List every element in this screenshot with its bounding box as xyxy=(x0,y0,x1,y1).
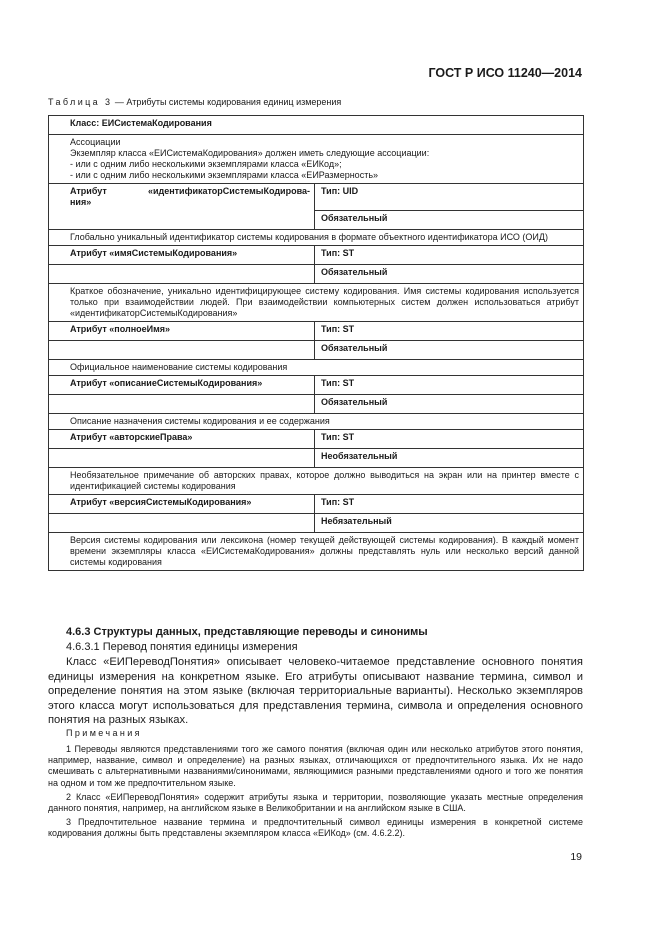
attr-description-text: Версия системы кодирования или лексикона (номер текущей действующей системы кодирования). В каждый момент времени экземпляры класса «ЕИСистемаКодирования» должны представлять нуль или несколько версий данной системы кодирования xyxy=(70,535,580,567)
attr-name: Атрибут «описаниеСистемыКодирования» xyxy=(49,376,315,395)
attr-type: Тип: ST xyxy=(315,376,584,395)
table-caption xyxy=(48,97,341,107)
note-item: 3 Предпочтительное название термина и предпочтительный символ единицы измерения в конкретной системе кодирования должны быть представлены экземпляром класса «ЕИКод» (см. 4.6.2.2). xyxy=(48,817,583,839)
attr-name: Атрибут «имяСистемыКодирования» xyxy=(49,246,315,265)
class-row: Класс: ЕИСистемаКодирования xyxy=(49,116,584,135)
attr-name-part: «идентификаторСистемыКодирова- xyxy=(147,186,310,196)
empty-cell xyxy=(49,265,315,284)
note-item: 1 Переводы являются представлениями того же самого понятия (включая один или несколько атрибутов этого понятия, например, название, символ и определение) на разных языках, отличающихся от предпочтительного языка. Их не надо смешивать с альтернативными названиями/синонимами, являющимися разными представлениями одного и того же понятия на одном и том же предпочтительном языке. xyxy=(48,744,583,788)
associations-item: - или с одним либо несколькими экземплярами класса «ЕИКод»; xyxy=(70,159,342,169)
attr-description xyxy=(49,414,584,430)
attr-description-text: Официальное наименование системы кодирования xyxy=(70,362,288,372)
section-paragraph: Класс «ЕИПереводПонятия» описывает человеко-читаемое представление основного понятия единицы измерения на конкретном языке. Его атрибуты описывают название термина, символ и определение понятия на этом языке (включая территориальные варианты). Несколько экземпляров этого класса могут использоваться для представления термина, символа и определения основного понятия на разных языках. xyxy=(48,656,583,726)
attr-type: Тип: ST xyxy=(315,322,584,341)
attr-description xyxy=(49,284,584,322)
attr-name: Атрибут «версияСистемыКодирования» xyxy=(49,495,315,514)
attr-description xyxy=(49,230,584,246)
attr-description xyxy=(49,360,584,376)
attr-required: Обязательный xyxy=(315,211,584,230)
attr-name-part: ния» xyxy=(70,197,92,207)
attr-required: Необязательный xyxy=(315,449,584,468)
table-caption-text: — Атрибуты системы кодирования единиц измерения xyxy=(114,97,342,107)
page-number: 19 xyxy=(570,851,582,863)
attr-description-text: Описание назначения системы кодирования и ее содержания xyxy=(70,416,330,426)
attr-description-text: Краткое обозначение, уникально идентифицирующее систему кодирования. Имя системы кодирования используется только при взаимодействии людей. При взаимодействии компьютерных систем должен использоваться атрибут «идентификаторСистемыКодирования» xyxy=(70,286,580,318)
section-body xyxy=(48,655,583,728)
attr-type: Тип: ST xyxy=(315,430,584,449)
document-header: ГОСТ Р ИСО 11240—2014 xyxy=(428,66,582,80)
attr-required: Обязательный xyxy=(315,395,584,414)
note-item: 2 Класс «ЕИПереводПонятия» содержит атрибуты языка и территории, позволяющие указать местные определения данного понятия, например, на английском языке в Великобритании и на английском языке в США. xyxy=(48,791,583,814)
attr-type: Тип: ST xyxy=(315,495,584,514)
attr-required: Обязательный xyxy=(315,265,584,284)
empty-cell xyxy=(49,395,315,414)
attr-type: Тип: ST xyxy=(315,246,584,265)
notes-list xyxy=(48,744,583,843)
attr-name-cell xyxy=(49,184,315,230)
attr-description xyxy=(49,533,584,571)
subsection-title: 4.6.3.1 Перевод понятия единицы измерения xyxy=(66,641,298,653)
attr-name: Атрибут «полноеИмя» xyxy=(49,322,315,341)
attr-word: Атрибут xyxy=(70,186,107,196)
section-title: 4.6.3 Структуры данных, представляющие переводы и синонимы xyxy=(66,626,428,638)
notes-title: Примечания xyxy=(66,728,142,738)
attr-description-text: Необязательное примечание об авторских правах, которое должно выводиться на экран или на принтер вместе с идентификацией системы кодирования xyxy=(70,470,580,491)
associations-item: - или с одним либо несколькими экземплярами класса «ЕИРазмерность» xyxy=(70,170,379,180)
table-caption-label: Таблица 3 xyxy=(48,97,113,107)
empty-cell xyxy=(49,449,315,468)
attr-type: Тип: UID xyxy=(315,184,584,211)
associations-title: Ассоциации xyxy=(70,137,121,147)
attr-description xyxy=(49,468,584,495)
empty-cell xyxy=(49,514,315,533)
attributes-table xyxy=(48,115,584,571)
attr-description-text: Глобально уникальный идентификатор системы кодирования в формате объектного идентификатора ИСО (ОИД) xyxy=(70,232,548,242)
attr-required: Небязательный xyxy=(315,514,584,533)
associations-intro: Экземпляр класса «ЕИСистемаКодирования» должен иметь следующие ассоциации: xyxy=(70,148,430,158)
attr-required: Обязательный xyxy=(315,341,584,360)
attr-name: Атрибут «авторскиеПрава» xyxy=(49,430,315,449)
empty-cell xyxy=(49,341,315,360)
associations-cell xyxy=(49,135,584,184)
